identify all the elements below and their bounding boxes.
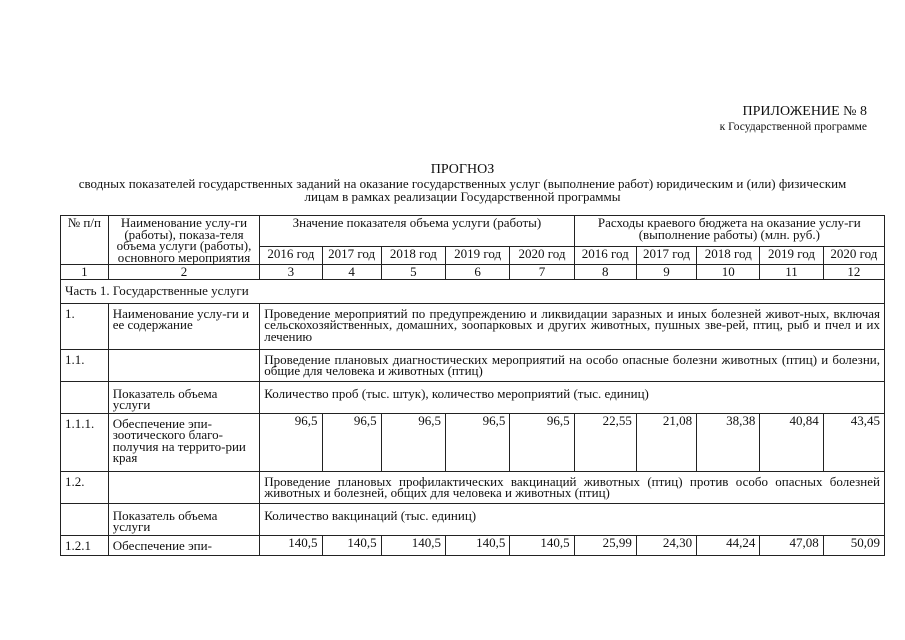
- row-label: Обеспечение эпи-: [108, 535, 260, 555]
- year-cell: 2017 год: [322, 247, 381, 265]
- row-number: [61, 381, 109, 413]
- value-cell: 140,5: [260, 535, 322, 555]
- year-cell: 2017 год: [636, 247, 696, 265]
- row-number: 1.: [61, 303, 109, 349]
- value-cell: 22,55: [574, 413, 636, 471]
- value-cell: 40,84: [760, 413, 823, 471]
- value-cell: 21,08: [636, 413, 696, 471]
- table-row: [61, 303, 885, 349]
- value-cell: 96,5: [381, 413, 445, 471]
- row-number: 1.1.1.: [61, 413, 109, 471]
- row-number: 1.1.: [61, 349, 109, 381]
- value-cell: 25,99: [574, 535, 636, 555]
- row-number: 1.2.: [61, 471, 109, 503]
- column-number: 12: [823, 265, 884, 280]
- header-budget: Расходы краевого бюджета на оказание услу-ги (выполнение работы) (млн. руб.): [574, 216, 884, 247]
- row-content: Проведение плановых диагностических мероприятий на особо опасные болезни животных (птиц) и болезни, общие для человека и животных (птиц): [260, 349, 885, 381]
- column-number: 7: [510, 265, 574, 280]
- year-cell: 2016 год: [260, 247, 322, 265]
- value-cell: 43,45: [823, 413, 884, 471]
- table-row: [61, 503, 885, 535]
- row-label: Показатель объема услуги: [108, 381, 260, 413]
- row-content: Количество вакцинаций (тыс. единиц): [260, 503, 885, 535]
- part-title: Часть 1. Государственные услуги: [61, 279, 885, 303]
- column-number: 8: [574, 265, 636, 280]
- column-number: 11: [760, 265, 823, 280]
- row-label: [108, 471, 260, 503]
- row-number: 1.2.1: [61, 535, 109, 555]
- row-label: [108, 349, 260, 381]
- year-cell: 2018 год: [697, 247, 760, 265]
- value-cell: 140,5: [445, 535, 509, 555]
- table-row: [61, 413, 885, 471]
- value-cell: 96,5: [445, 413, 509, 471]
- row-label: Наименование услу-ги и ее содержание: [108, 303, 260, 349]
- value-cell: 24,30: [636, 535, 696, 555]
- column-number-row: [61, 265, 885, 280]
- document-title: ПРОГНОЗ: [430, 162, 495, 177]
- column-number: 6: [445, 265, 509, 280]
- value-cell: 38,38: [697, 413, 760, 471]
- appendix-reference: к Государственной программе: [719, 121, 867, 133]
- column-number: 3: [260, 265, 322, 280]
- year-cell: 2016 год: [574, 247, 636, 265]
- header-volume: Значение показателя объема услуги (работы): [260, 216, 574, 247]
- column-number: 2: [108, 265, 260, 280]
- table-row: [61, 349, 885, 381]
- appendix-caption: [720, 104, 867, 134]
- value-cell: 50,09: [823, 535, 884, 555]
- row-label: Показатель объема услуги: [108, 503, 260, 535]
- year-cell: 2019 год: [445, 247, 509, 265]
- column-number: 5: [381, 265, 445, 280]
- header-name: Наименование услу-ги (работы), показа-теля объема услуги (работы), основного мероприятия: [108, 216, 260, 265]
- table-row: [61, 381, 885, 413]
- row-number: [61, 503, 109, 535]
- part-row: [61, 279, 885, 303]
- column-number: 1: [61, 265, 109, 280]
- column-number: 4: [322, 265, 381, 280]
- value-cell: 140,5: [510, 535, 574, 555]
- value-cell: 140,5: [381, 535, 445, 555]
- table-row: [61, 471, 885, 503]
- row-content: Проведение мероприятий по предупреждению и ликвидации заразных и иных болезней живот-ных, включая сельскохозяйственных, домашних, зоопарковых и других животных, пушных зве-рей, птиц, рыб и пчел и их лечению: [260, 303, 885, 349]
- appendix-number: ПРИЛОЖЕНИЕ № 8: [742, 104, 867, 119]
- row-label: Обеспечение эпи-зоотического благо-получия на террито-рии края: [108, 413, 260, 471]
- column-number: 9: [636, 265, 696, 280]
- year-cell: 2020 год: [823, 247, 884, 265]
- document-heading: [60, 162, 865, 203]
- document-subtitle: сводных показателей государственных заданий на оказание государственных услуг (выполнение работ) юридическим и (или) физическим лицам в рамках реализации Государственной программы: [78, 176, 847, 204]
- year-cell: 2018 год: [381, 247, 445, 265]
- value-cell: 96,5: [510, 413, 574, 471]
- year-cell: 2020 год: [510, 247, 574, 265]
- column-number: 10: [697, 265, 760, 280]
- header-num: № п/п: [61, 216, 109, 265]
- year-cell: 2019 год: [760, 247, 823, 265]
- value-cell: 96,5: [322, 413, 381, 471]
- row-content: Количество проб (тыс. штук), количество мероприятий (тыс. единиц): [260, 381, 885, 413]
- table-row: [61, 535, 885, 555]
- value-cell: 140,5: [322, 535, 381, 555]
- value-cell: 44,24: [697, 535, 760, 555]
- header-row-top: [61, 216, 885, 247]
- value-cell: 47,08: [760, 535, 823, 555]
- value-cell: 96,5: [260, 413, 322, 471]
- forecast-table: [60, 215, 885, 556]
- row-content: Проведение плановых профилактических вакцинаций животных (птиц) против особо опасных болезней животных и болезней, общих для человека и животных (птиц): [260, 471, 885, 503]
